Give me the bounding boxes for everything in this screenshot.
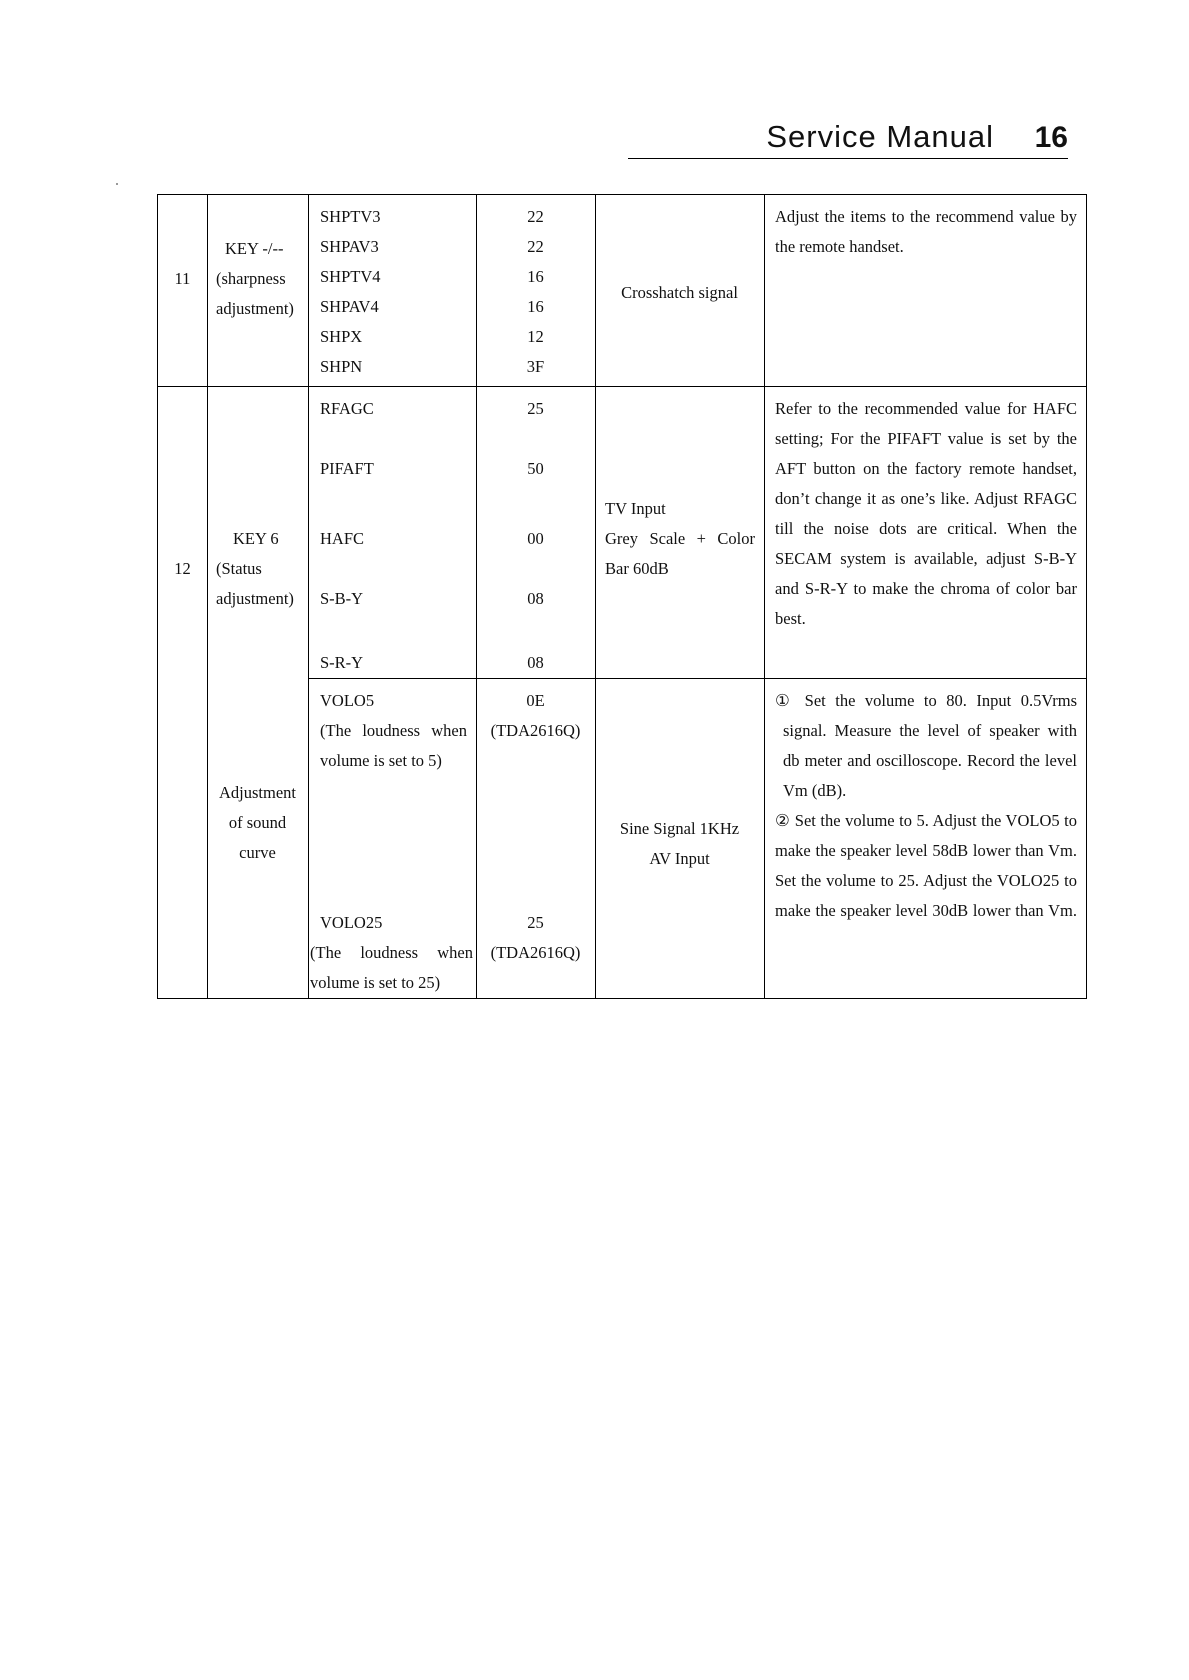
key-label: of sound: [228, 813, 287, 832]
note-line: db meter and oscilloscope. Record the level: [783, 751, 1077, 770]
item-name: SHPAV3: [320, 237, 379, 256]
note-line: ① Set the volume to 80. Input 0.5Vrms: [775, 691, 1077, 710]
item-name: RFAGC: [320, 399, 374, 418]
signal-label: TV Input: [605, 499, 666, 518]
item-value: 25: [527, 913, 544, 932]
note-line: setting; For the PIFAFT value is set by the: [775, 429, 1077, 448]
column-divider: [764, 195, 765, 998]
item-name: VOLO5: [320, 691, 375, 710]
item-name: (The loudness when: [320, 721, 467, 740]
note-line: don’t change it as one’s like. Adjust RFAGC: [775, 489, 1077, 508]
item-name: volume is set to 25): [310, 973, 441, 992]
note-line: make the speaker level 58dB lower than Vm.: [775, 841, 1077, 860]
item-value: 16: [527, 297, 544, 316]
item-name: S-R-Y: [320, 653, 364, 672]
row-number: 12: [174, 559, 191, 578]
item-value: 22: [527, 207, 544, 226]
item-value: 50: [527, 459, 544, 478]
item-name: S-B-Y: [320, 589, 364, 608]
row-number: 11: [174, 269, 191, 288]
key-label: curve: [239, 843, 276, 862]
note-line: Adjust the items to the recommend value by: [775, 207, 1077, 226]
item-name: (The loudness when: [310, 943, 473, 962]
note-line: the remote handset.: [775, 237, 904, 256]
note-line: make the speaker level 30dB lower than Vm.: [775, 901, 1077, 920]
note-line: best.: [775, 609, 806, 628]
key-label: (Status: [216, 559, 262, 578]
item-value: 08: [527, 653, 544, 672]
item-name: SHPTV4: [320, 267, 381, 286]
item-name: SHPX: [320, 327, 363, 346]
header-title: Service Manual: [766, 119, 994, 154]
item-name: SHPN: [320, 357, 363, 376]
item-value: (TDA2616Q): [490, 943, 581, 962]
signal-label: Grey Scale + Color: [605, 529, 755, 548]
signal-label: Bar 60dB: [605, 559, 669, 578]
key-label: KEY -/--: [225, 239, 284, 258]
column-divider: [595, 195, 596, 998]
column-divider: [207, 195, 208, 998]
key-label: (sharpness: [216, 269, 286, 288]
key-label: Adjustment: [219, 783, 296, 802]
item-value: 00: [527, 529, 544, 548]
note-line: and S-R-Y to make the chroma of color bar: [775, 579, 1077, 598]
item-name: SHPTV3: [320, 207, 381, 226]
scan-speck: [116, 183, 118, 185]
item-name: HAFC: [320, 529, 365, 548]
note-line: SECAM system is available, adjust S-B-Y: [775, 549, 1077, 568]
item-name: volume is set to 5): [320, 751, 442, 770]
key-label: KEY 6: [233, 529, 279, 548]
note-line: Refer to the recommended value for HAFC: [775, 399, 1077, 418]
row-divider: [158, 386, 1086, 387]
note-line: ② Set the volume to 5. Adjust the VOLO5 to: [775, 811, 1077, 830]
item-name: SHPAV4: [320, 297, 379, 316]
note-line: Vm (dB).: [783, 781, 847, 800]
note-line: Set the volume to 25. Adjust the VOLO25 to: [775, 871, 1077, 890]
item-name: VOLO25: [320, 913, 383, 932]
item-value: (TDA2616Q): [490, 721, 581, 740]
key-label: adjustment): [216, 589, 294, 608]
signal-label: AV Input: [649, 849, 710, 868]
column-divider: [308, 195, 309, 998]
item-value: 25: [527, 399, 544, 418]
item-value: 08: [527, 589, 544, 608]
item-value: 16: [527, 267, 544, 286]
item-name: PIFAFT: [320, 459, 374, 478]
key-label: adjustment): [216, 299, 294, 318]
page-number: 16: [1034, 121, 1068, 154]
note-line: AFT button on the factory remote handset,: [775, 459, 1077, 478]
signal-label: Sine Signal 1KHz: [619, 819, 740, 838]
signal-label: Crosshatch signal: [621, 283, 738, 302]
item-value: 12: [527, 327, 544, 346]
item-value: 22: [527, 237, 544, 256]
page-header: [628, 116, 1068, 159]
item-value: 0E: [526, 691, 545, 710]
adjustment-table: [157, 194, 1087, 999]
note-line: signal. Measure the level of speaker with: [783, 721, 1077, 740]
row-divider: [308, 678, 1086, 679]
note-line: till the noise dots are critical. When the: [775, 519, 1077, 538]
item-value: 3F: [526, 357, 545, 376]
